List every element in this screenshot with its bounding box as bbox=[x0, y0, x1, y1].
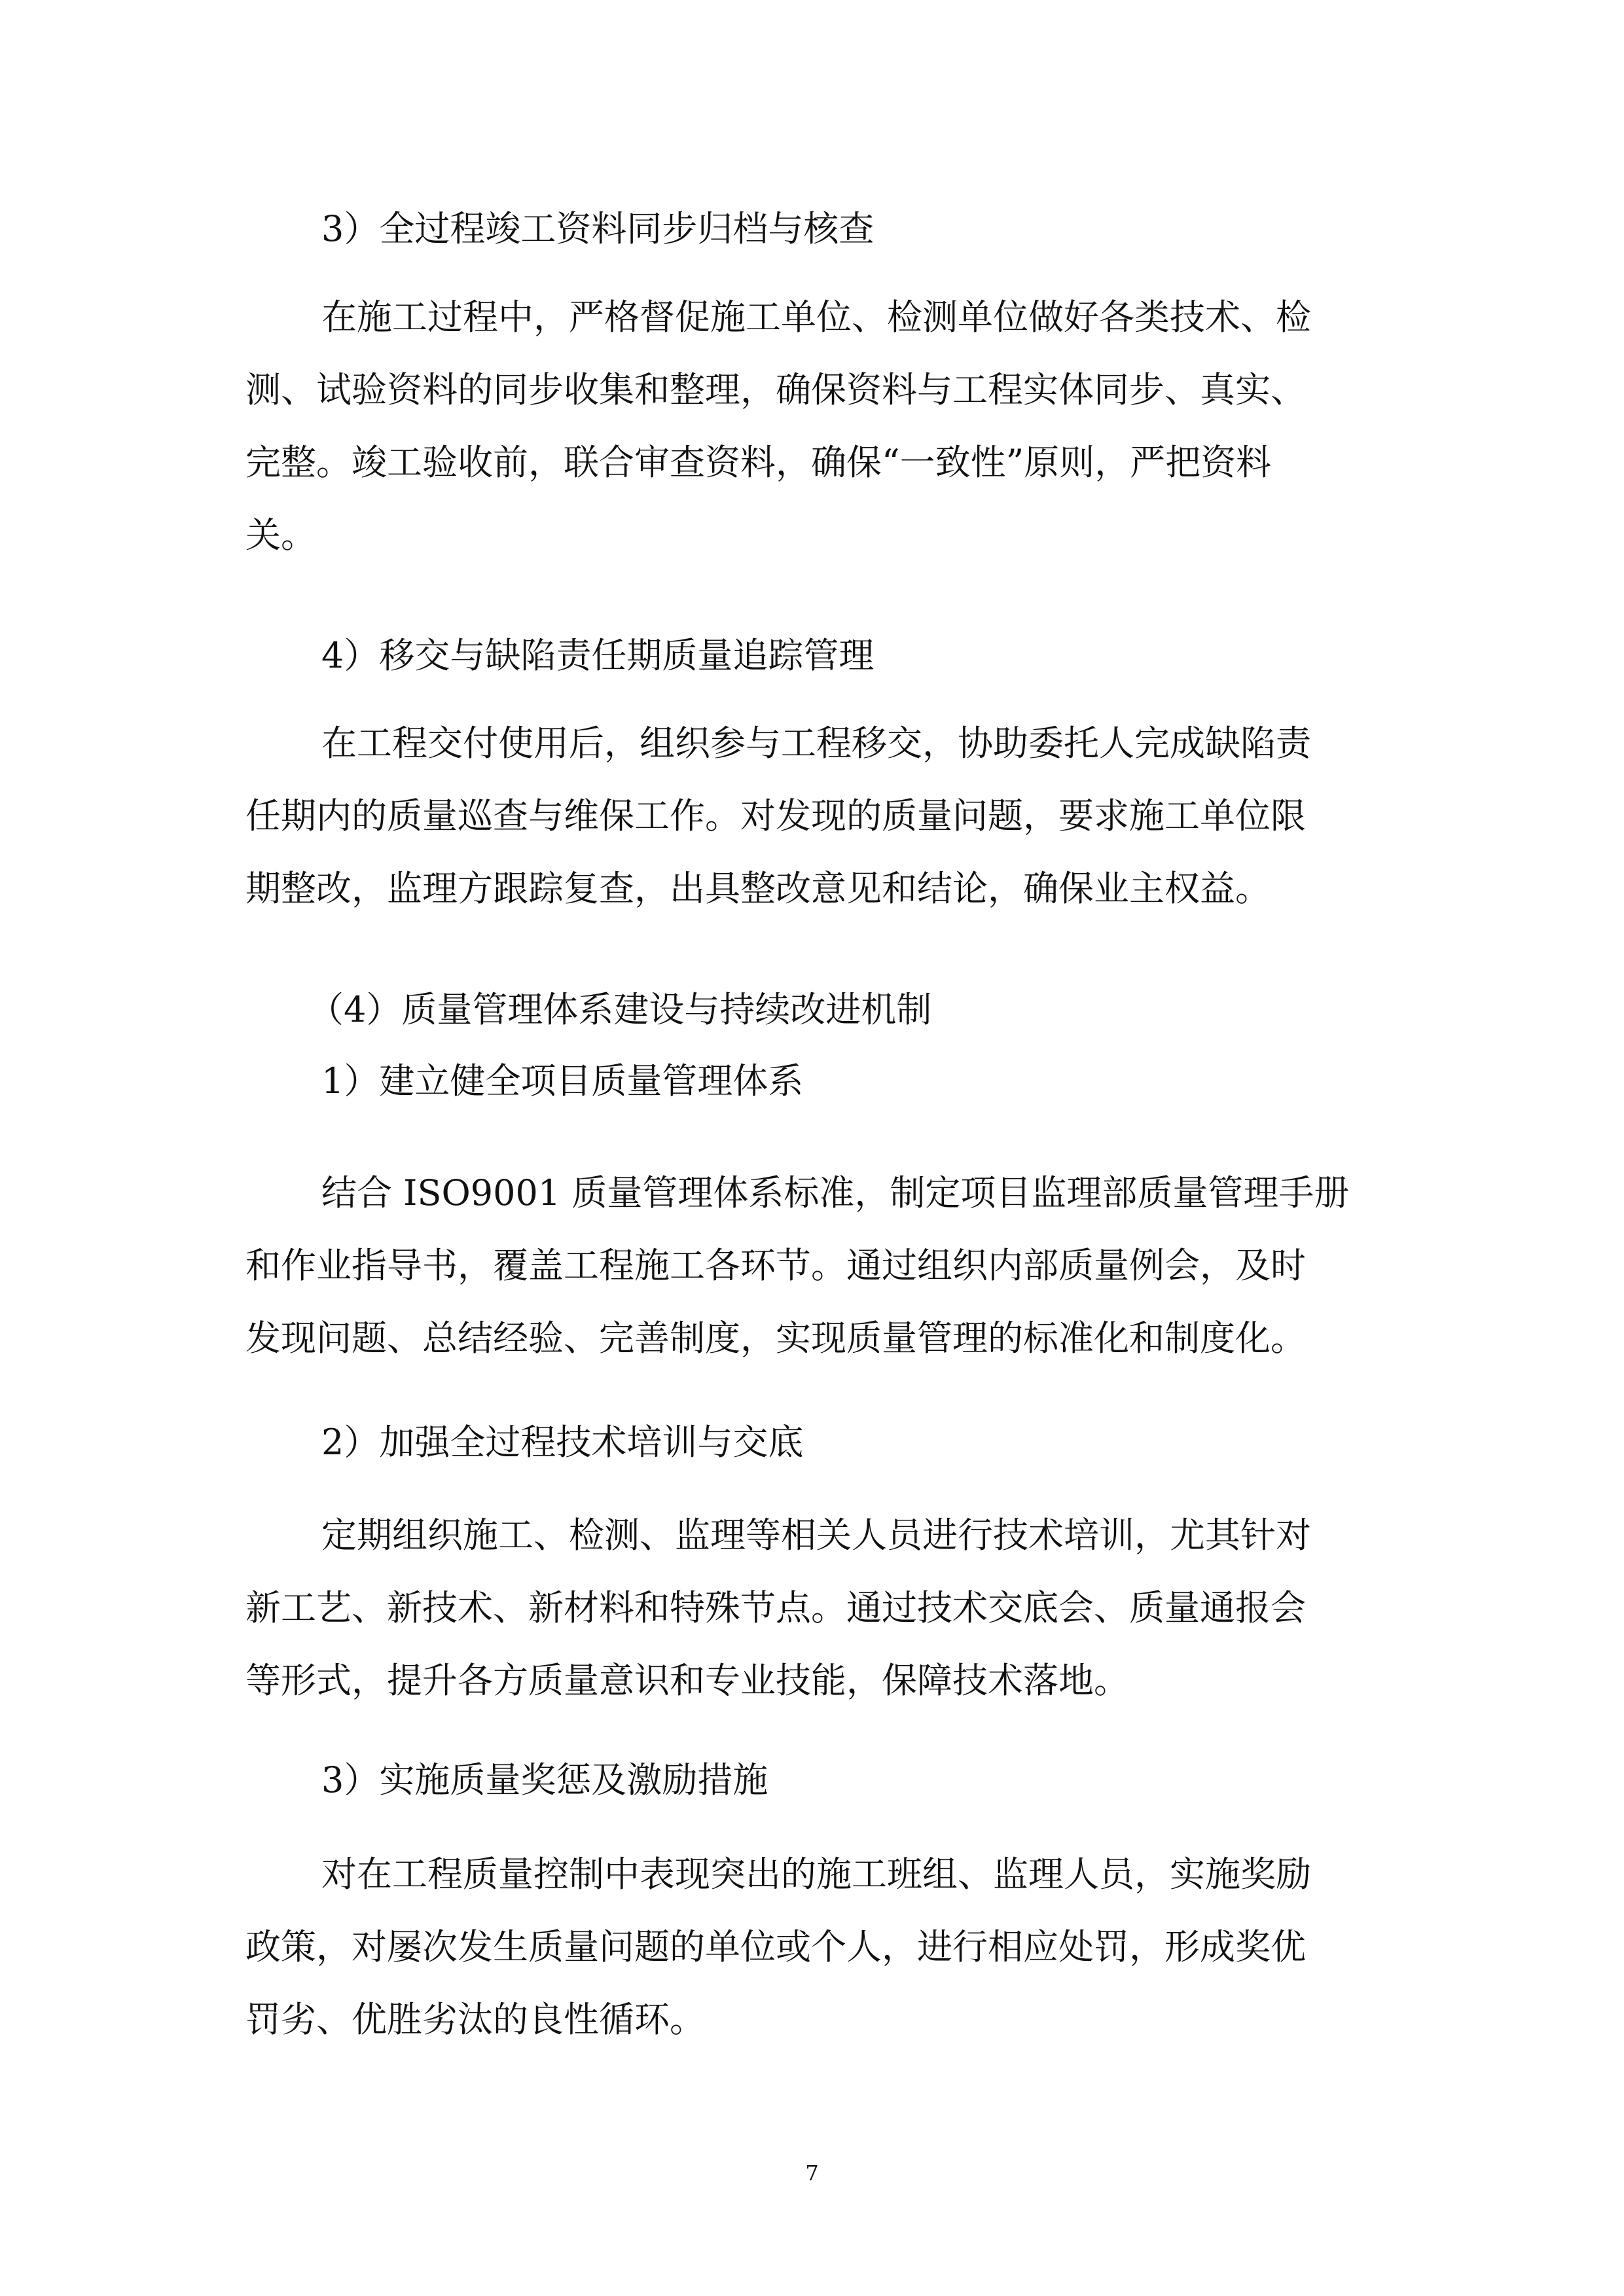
paragraph-line: 结合 ISO9001 质量管理体系标准，制定项目监理部质量管理手册 bbox=[321, 1172, 1350, 1213]
page-number: 7 bbox=[805, 2161, 819, 2185]
heading-3-incentives: 3）实施质量奖惩及激励措施 bbox=[321, 1759, 768, 1801]
paragraph-line: 在施工过程中，严格督促施工单位、检测单位做好各类技术、检 bbox=[321, 296, 1311, 338]
paragraph-line: 发现问题、总结经验、完善制度，实现质量管理的标准化和制度化。 bbox=[245, 1318, 1306, 1359]
heading-4-handover: 4）移交与缺陷责任期质量追踪管理 bbox=[321, 635, 875, 676]
paragraph-line: 和作业指导书，覆盖工程施工各环节。通过组织内部质量例会，及时 bbox=[245, 1245, 1306, 1286]
paragraph-line: 完整。竣工验收前，联合审查资料，确保“一致性”原则，严把资料 bbox=[245, 442, 1272, 483]
paragraph-line: 对在工程质量控制中表现突出的施工班组、监理人员，实施奖励 bbox=[321, 1854, 1311, 1895]
paragraph-line: 任期内的质量巡查与维保工作。对发现的质量问题，要求施工单位限 bbox=[245, 795, 1306, 836]
paragraph-line: 等形式，提升各方质量意识和专业技能，保障技术落地。 bbox=[245, 1660, 1129, 1701]
paragraph-line: 关。 bbox=[245, 514, 316, 556]
paragraph-line: 政策，对屡次发生质量问题的单位或个人，进行相应处罚，形成奖优 bbox=[245, 1926, 1306, 1967]
heading-2-training: 2）加强全过程技术培训与交底 bbox=[321, 1422, 804, 1463]
paragraph-line: 在工程交付使用后，组织参与工程移交，协助委托人完成缺陷责 bbox=[321, 723, 1311, 764]
paragraph-line: 新工艺、新技术、新材料和特殊节点。通过技术交底会、质量通报会 bbox=[245, 1587, 1306, 1628]
paragraph-line: 期整改，监理方跟踪复查，出具整改意见和结论，确保业主权益。 bbox=[245, 868, 1271, 909]
heading-3-archiving: 3）全过程竣工资料同步归档与核查 bbox=[321, 208, 875, 249]
paragraph-line: 定期组织施工、检测、监理等相关人员进行技术培训，尤其针对 bbox=[321, 1515, 1311, 1556]
paragraph-line: 罚劣、优胜劣汰的良性循环。 bbox=[245, 1999, 705, 2040]
paragraph-line: 测、试验资料的同步收集和整理，确保资料与工程实体同步、真实、 bbox=[245, 369, 1306, 410]
section-heading-4: （4）质量管理体系建设与持续改进机制 bbox=[308, 989, 932, 1030]
heading-1-system: 1）建立健全项目质量管理体系 bbox=[321, 1060, 804, 1102]
